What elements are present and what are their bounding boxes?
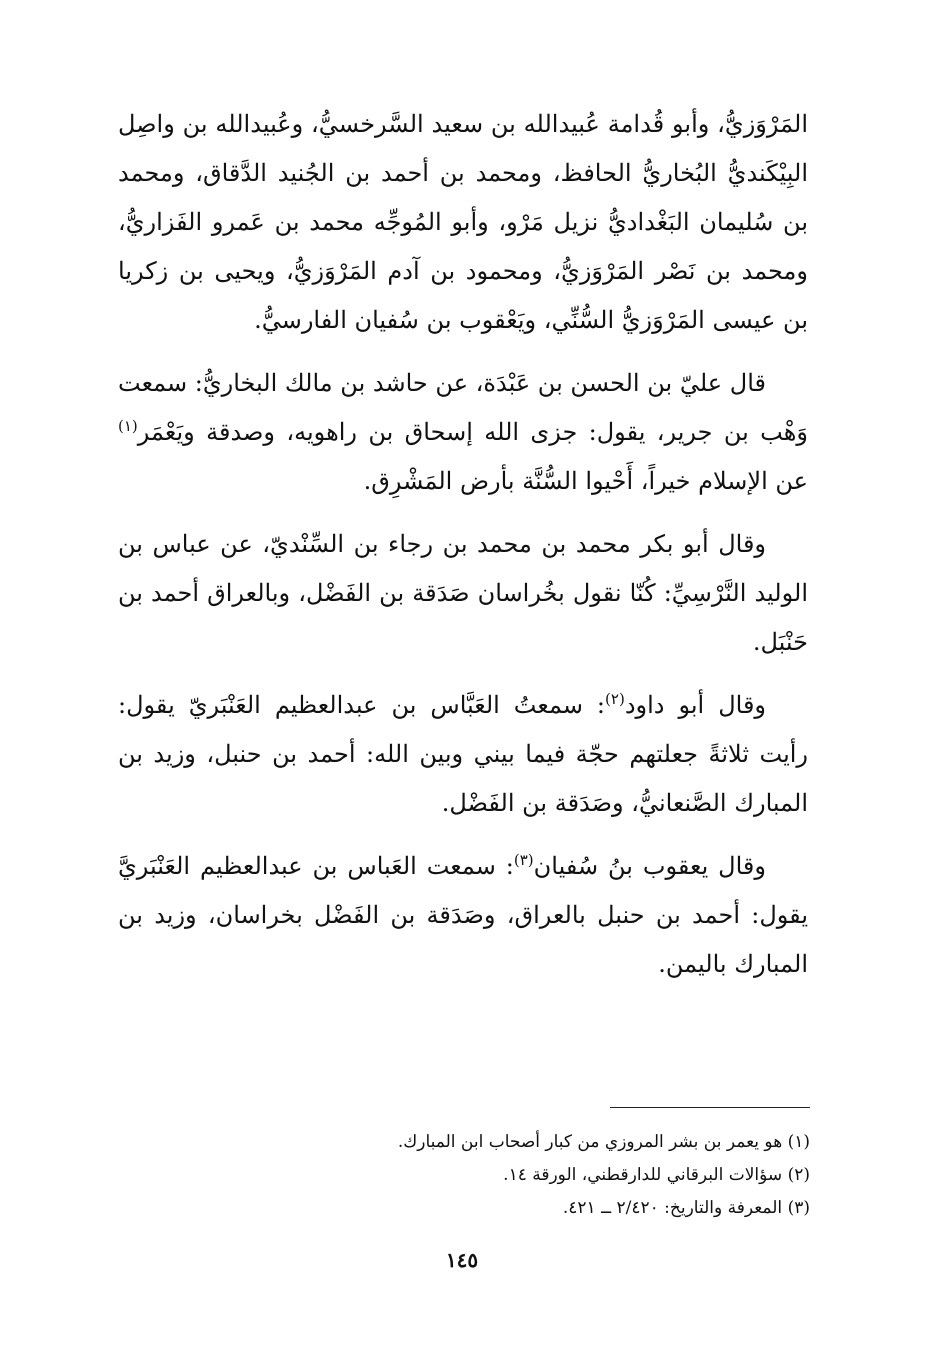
footnote-ref-3[interactable]: (٣) <box>513 851 534 869</box>
footnote-3-text: المعرفة والتاريخ: ٢/٤٢٠ ــ ٤٢١. <box>562 1198 783 1218</box>
footnotes <box>300 1126 810 1225</box>
footnote-1-text: هو يعمر بن بشر المروزي من كبار أصحاب ابن المبارك. <box>397 1132 783 1152</box>
paragraph-4-tail: : سمعتُ العَبَّاس بن عبدالعظيم العَنْبَريّ يقول: رأيت ثلاثةً جعلتهم حجّة فيما بيني وبين الله: أحمد بن حنبل، وزيد بن المبارك الصَّنعانيُّ، وصَدَقة بن الفَضْل. <box>118 691 808 817</box>
paragraph-3-text: وقال أبو بكر محمد بن محمد بن رجاء بن السِّنْديّ، عن عباس بن الوليد النَّرْسِيِّ: كُنّا نقول بخُراسان صَدَقة بن الفَضْل، وبالعراق أحمد بن حَنْبَل. <box>118 530 808 656</box>
footnote-2 <box>300 1159 810 1192</box>
footnote-2-text: سؤالات البرقاني للدارقطني، الورقة ١٤. <box>503 1165 783 1185</box>
paragraph-1 <box>118 100 808 345</box>
footnote-1 <box>300 1126 810 1159</box>
paragraph-5 <box>118 842 808 989</box>
main-text <box>118 100 808 1003</box>
footnote-ref-1[interactable]: (١) <box>118 417 138 435</box>
paragraph-5-text: وقال يعقوب بنُ سُفيان <box>533 852 766 880</box>
paragraph-2 <box>118 359 808 506</box>
footnote-divider <box>610 1107 810 1108</box>
paragraph-1-text: المَرْوَزيُّ، وأبو قُدامة عُبيدالله بن سعيد السَّرخسيُّ، وعُبيدالله بن واصِل البِيْكَنديُّ البُخاريُّ الحافظ، ومحمد بن أحمد بن الجُنيد الدَّقاق، ومحمد بن سُليمان البَغْداديُّ نزيل مَرْو، وأبو المُوجِّه محمد بن عَمرو الفَزاريُّ، ومحمد بن نَصْر المَرْوَزيُّ، ومحمود بن آدم المَرْوَزيُّ، ويحيى بن زكريا بن عيسى المَرْوَزيُّ السُّنِّي، ويَعْقوب بن سُفيان الفارسيُّ. <box>118 110 808 334</box>
paragraph-2-text: قال عليّ بن الحسن بن عَبْدَة، عن حاشد بن مالك البخاريُّ: سمعت وَهْب بن جرير، يقول: جزى الله إسحاق بن راهويه، وصدقة ويَعْمَر <box>118 369 808 446</box>
page-number: ١٤٥ <box>445 1248 479 1272</box>
paragraph-5-tail: : سمعت العَباس بن عبدالعظيم العَنْبَريَّ يقول: أحمد بن حنبل بالعراق، وصَدَقة بن الفَضْل بخراسان، وزيد بن المبارك باليمن. <box>118 852 809 978</box>
footnote-ref-2[interactable]: (٢) <box>605 690 625 708</box>
paragraph-4 <box>118 681 808 828</box>
footnote-3-number: (٣) <box>787 1198 810 1218</box>
footnote-2-number: (٢) <box>787 1165 810 1185</box>
paragraph-3 <box>118 520 808 667</box>
paragraph-2-tail: عن الإسلام خيراً، أَحْيوا السُّنَّة بأرض المَشْرِق. <box>363 467 808 495</box>
footnote-1-number: (١) <box>787 1132 810 1152</box>
footnote-3 <box>300 1192 810 1225</box>
paragraph-4-text: وقال أبو داود <box>624 691 767 719</box>
